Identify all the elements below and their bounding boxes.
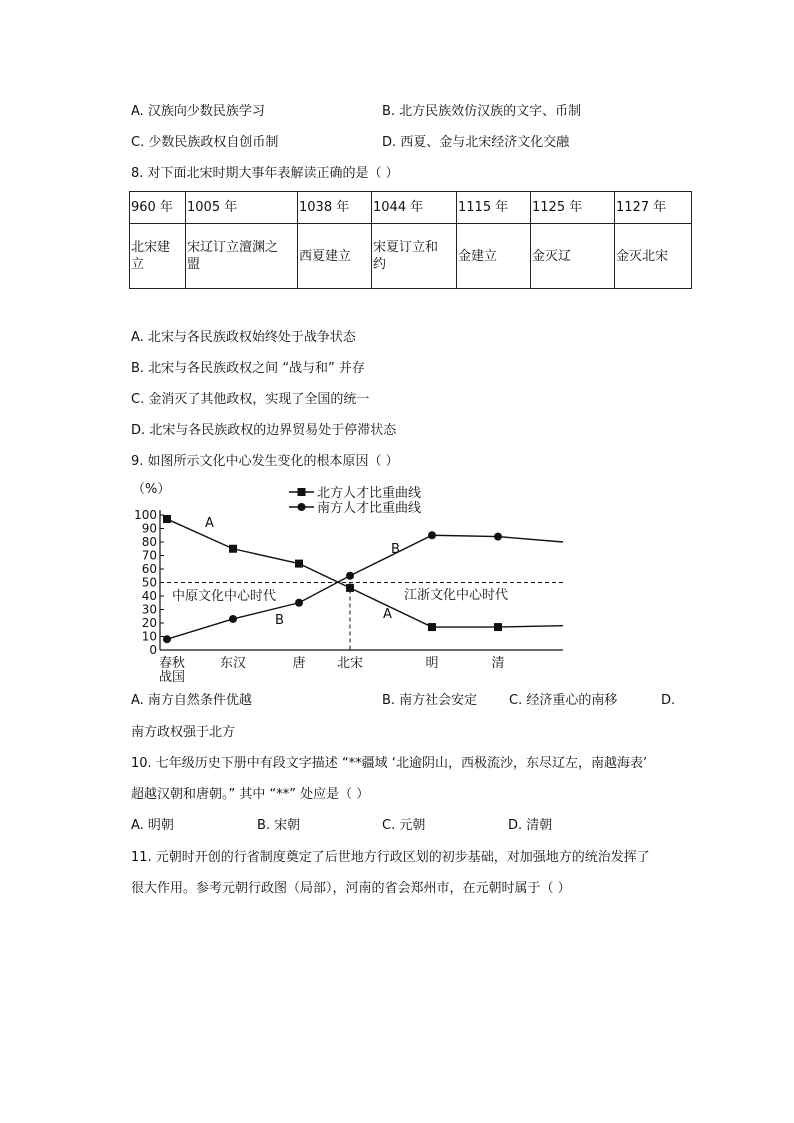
north-square-marker [494,623,502,631]
q9-option-d: D. [661,693,676,708]
q10-option-d: D. 清朝 [508,818,553,833]
year-cell: 1038 年 [298,192,372,224]
q11-stem-line2: 很大作用。参考元朝行政图（局部），河南的省会郑州市，在元朝时属于（ ） [131,881,571,896]
south-circle-marker [295,599,303,607]
q7-option-b: B. 北方民族效仿汉族的文字、币制 [382,104,582,119]
year-cell: 1044 年 [372,192,457,224]
q10-stem-line1: 10. 七年级历史下册中有段文字描述 “**疆域 ‘北逾阴山，西极流沙，东尽辽左，南越海表’ [131,756,648,771]
table-year-row [130,192,692,224]
table-event-row [130,224,692,289]
event-cell: 西夏建立 [298,224,372,289]
legend-south-marker [298,503,306,511]
y-tick-label: 20 [141,616,157,630]
event-cell: 金灭北宋 [615,224,692,289]
legend-south-label: 南方人才比重曲线 [317,501,422,516]
south-circle-marker [494,533,502,541]
north-square-marker [163,515,171,523]
event-cell: 北宋建 立 [130,224,186,289]
y-tick-label: 60 [141,562,157,576]
q10-option-b: B. 宋朝 [257,818,301,833]
y-unit-label: （%） [132,482,171,497]
event-cell: 宋夏订立和 约 [372,224,457,289]
y-tick-label: 50 [141,575,157,590]
south-circle-marker [229,615,237,623]
year-cell: 1115 年 [457,192,531,224]
q7-option-a: A. 汉族向少数民族学习 [131,104,265,119]
north-segment-label: A [383,607,392,622]
year-cell: 1127 年 [615,192,692,224]
north-series-line [167,519,563,627]
q11-stem-line1: 11. 元朝时开创的行省制度奠定了后世地方行政区划的初步基础，对加强地方的统治发挥了 [131,850,650,865]
q10-option-a: A. 明朝 [131,818,174,833]
y-tick-label: 90 [141,521,157,536]
year-cell: 1005 年 [186,192,298,224]
jiangzhe-era-label: 江浙文化中心时代 [404,588,509,603]
south-segment-label: B [391,542,400,557]
y-tick-label: 100 [134,508,157,522]
x-tick-label: 春秋 [158,656,186,671]
y-tick-label: 80 [141,535,157,549]
q9-option-c: C. 经济重心的南移 [509,693,618,708]
event-cell: 金建立 [457,224,531,289]
north-square-marker [295,560,303,568]
y-tick-label: 40 [141,589,157,603]
x-tick-label: 明 [425,656,439,671]
q8-option-b: B. 北宋与各民族政权之间 “战与和” 并存 [131,361,365,376]
y-tick-label: 10 [141,629,157,644]
event-cell: 金灭辽 [531,224,615,289]
year-cell: 960 年 [130,192,186,224]
north-square-marker [428,623,436,631]
y-tick-label: 0 [149,643,157,657]
y-tick-label: 70 [141,548,157,563]
legend-north-label: 北方人才比重曲线 [317,486,422,501]
q8-timeline-table [129,191,692,289]
north-square-marker [346,584,354,592]
q10-option-c: C. 元朝 [382,818,426,833]
year-cell: 1125 年 [531,192,615,224]
legend-north-marker [298,488,306,496]
x-tick-label: 唐 [292,656,306,671]
y-tick-label: 30 [141,602,157,617]
x-tick-label: 清 [491,656,505,671]
q8-option-c: C. 金消灭了其他政权，实现了全国的统一 [131,392,370,407]
q7-option-c: C. 少数民族政权自创币制 [131,135,279,150]
x-tick-label: 北宋 [336,656,364,671]
q8-stem: 8. 对下面北宋时期大事年表解读正确的是（ ） [131,166,399,181]
south-circle-marker [428,531,436,539]
x-tick-label: 战国 [158,670,186,685]
q9-stem: 9. 如图所示文化中心发生变化的根本原因（ ） [131,454,399,469]
q10-stem-line2: 超越汉朝和唐朝。” 其中 “**” 处应是（ ） [131,787,370,802]
south-circle-marker [346,572,354,580]
x-tick-label: 东汉 [219,656,247,671]
central-plains-era-label: 中原文化中心时代 [172,589,277,604]
talent-ratio-line-chart [0,475,794,685]
q9-option-b: B. 南方社会安定 [382,693,478,708]
q9-option-a: A. 南方自然条件优越 [131,693,252,708]
north-segment-label: A [205,516,214,531]
q7-option-d: D. 西夏、金与北宋经济文化交融 [382,135,570,150]
event-cell: 宋辽订立澶渊之 盟 [186,224,298,289]
q8-option-a: A. 北宋与各民族政权始终处于战争状态 [131,330,356,345]
q9-option-d-continued: 南方政权强于北方 [131,725,236,740]
south-segment-label: B [275,613,284,628]
north-square-marker [229,545,237,553]
q8-option-d: D. 北宋与各民族政权的边界贸易处于停滞状态 [131,423,397,438]
south-circle-marker [163,635,171,643]
